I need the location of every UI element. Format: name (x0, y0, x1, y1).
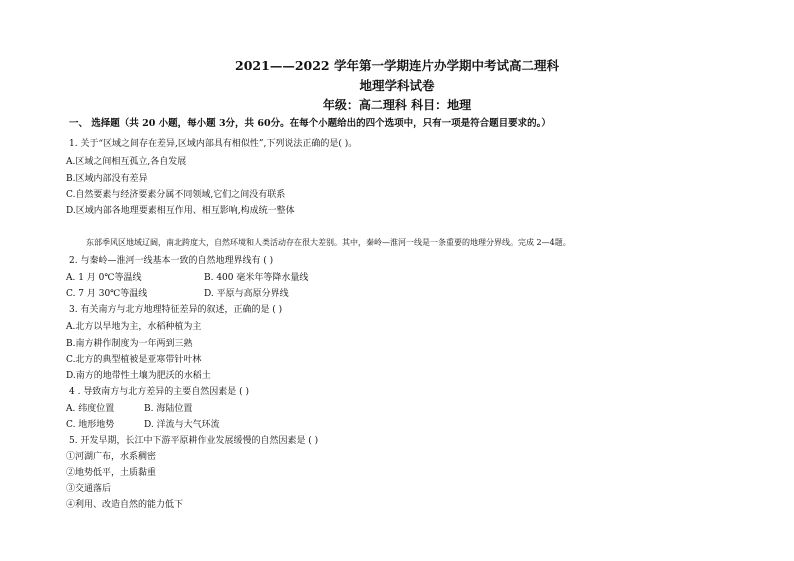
question-2-option-b: B. 400 毫米年等降水量线 (204, 273, 309, 283)
exam-title: 2021——2022 学年第一学期连片办学期中考试高二理科 (235, 58, 559, 73)
question-3-option-a: A.北方以旱地为主，水稻种植为主 (66, 322, 202, 332)
question-3-option-c: C.北方的典型植被是亚寒带针叶林 (66, 355, 202, 365)
question-5-item-2: ②地势低平，土质黏重 (66, 468, 157, 478)
question-4-option-b: B. 海陆位置 (144, 404, 193, 414)
question-3-stem: 3. 有关南方与北方地理特征差异的叙述，正确的是 ( ) (69, 305, 283, 315)
question-2-option-a: A. 1 月 0℃等温线 (66, 273, 142, 283)
question-3-option-d: D.南方的地带性土壤为肥沃的水稻土 (66, 371, 211, 381)
question-5-item-1: ①河湖广布，水系稠密 (66, 452, 157, 462)
grade-subject: 年级：高二理科 科目：地理 (322, 98, 472, 112)
reading-passage: 东部季风区地域辽阔，南北跨度大，自然环境和人类活动存在很大差别。其中，秦岭—淮河一线是一条重要的地理分界线。完成 2—4题。 (86, 238, 571, 247)
question-1-stem: 1. 关于“区域之间存在差异,区域内部具有相似性”,下列说法正确的是( )。 (69, 139, 358, 149)
question-2-option-d: D. 平原与高原分界线 (204, 289, 289, 299)
question-5-item-3: ③交通落后 (66, 484, 112, 494)
question-1-option-c: C.自然要素与经济要素分属不同领域,它们之间没有联系 (66, 190, 286, 200)
question-3-option-b: B.南方耕作制度为一年两到三熟 (66, 339, 193, 349)
question-5-stem: 5. 开发早期，长江中下游平原耕作业发展缓慢的自然因素是 ( ) (69, 436, 319, 446)
question-4-stem: 4 . 导致南方与北方差异的主要自然因素是 ( ) (69, 387, 250, 397)
question-1-option-d: D.区域内部各地理要素相互作用、相互影响,构成统一整体 (66, 206, 295, 216)
question-4-option-a: A. 纬度位置 (66, 404, 115, 414)
question-2-option-c: C. 7 月 30℃等温线 (66, 289, 148, 299)
question-1-option-a: A.区域之间相互孤立,各自发展 (66, 157, 187, 167)
question-5-item-4: ④利用、改造自然的能力低下 (66, 500, 184, 510)
exam-subtitle: 地理学科试卷 (359, 78, 435, 93)
section-heading: 一、 选择题（共 20 小题，每小题 3分，共 60分。在每个小题给出的四个选项中，只有一项是符合题目要求的。） (69, 118, 551, 129)
question-4-option-c: C. 地形地势 (66, 420, 115, 430)
question-1-option-b: B.区域内部没有差异 (66, 174, 148, 184)
question-2-stem: 2. 与秦岭—淮河一线基本一致的自然地理界线有 ( ) (69, 256, 274, 266)
question-4-option-d: D. 洋流与大气环流 (144, 420, 220, 430)
